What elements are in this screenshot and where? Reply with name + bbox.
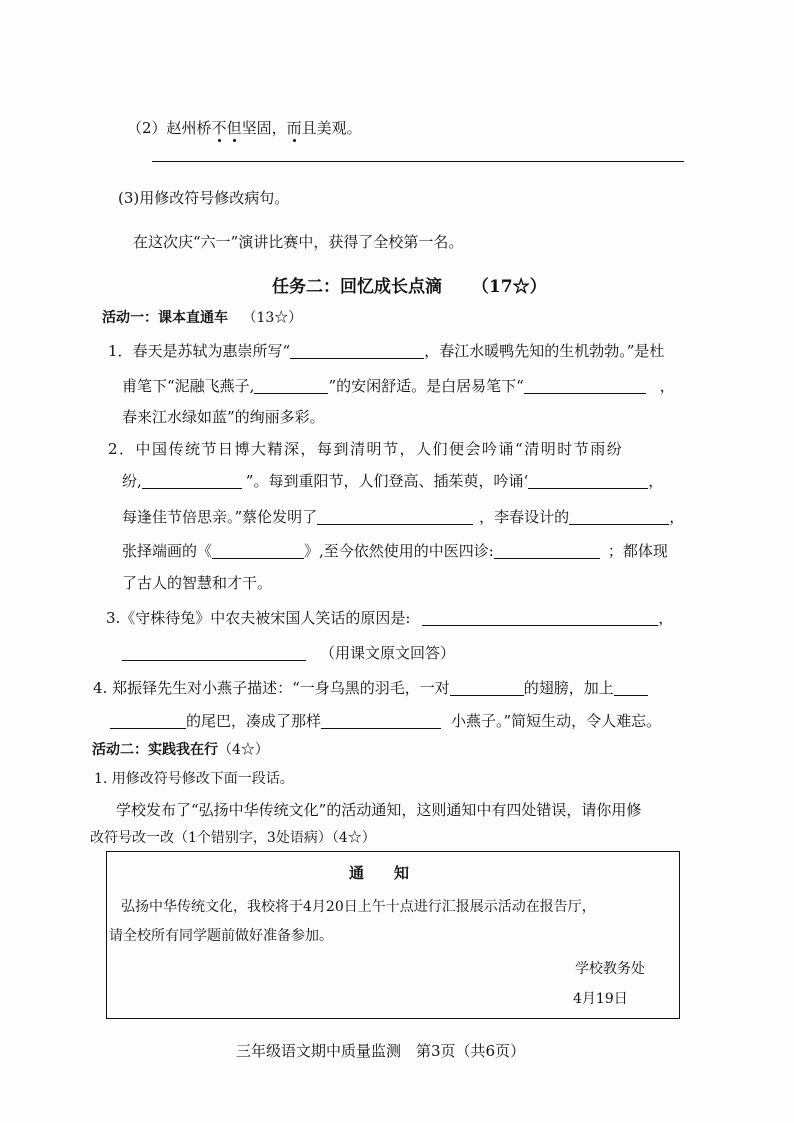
item2-line5: 了古人的智慧和才干。 bbox=[122, 574, 273, 592]
item1-text-c: 甫笔下“泥融飞燕子, bbox=[122, 377, 255, 395]
blank-sizhen[interactable] bbox=[494, 543, 600, 559]
notice-signature: 学校教务处 bbox=[575, 961, 645, 977]
activity2-desc1: 学校发布了“弘扬中华传统文化”的活动通知，这则通知中有四处错误，请你用修 bbox=[116, 801, 642, 819]
item3-line1 bbox=[106, 607, 673, 628]
item2-text-a: 纷, bbox=[122, 472, 142, 490]
blank-painting[interactable] bbox=[212, 543, 304, 559]
dotted-char-1: 不 bbox=[211, 119, 227, 137]
item4-line1 bbox=[93, 677, 648, 698]
item3-text-a: 3.《守株待兔》中农夫被宋国人笑话的原因是: bbox=[106, 609, 411, 627]
blank-wings[interactable] bbox=[450, 680, 524, 696]
activity1-title: 活动一：课本直通车 bbox=[102, 310, 228, 326]
q2-mid: 坚固， bbox=[241, 119, 287, 137]
dotted-char-2: 但 bbox=[226, 119, 242, 137]
blank-jueju[interactable] bbox=[254, 378, 328, 394]
blank-tail-pre[interactable] bbox=[614, 680, 648, 696]
task2-title bbox=[272, 272, 547, 297]
item3-hint: （用课文原文回答） bbox=[320, 644, 456, 662]
blank-jiujiu[interactable] bbox=[528, 473, 648, 489]
blank-cailun[interactable] bbox=[317, 509, 473, 525]
question-3-sentence: 在这次庆“六一”演讲比赛中，获得了全校第一名。 bbox=[133, 233, 464, 251]
activity2-title: 活动二：实践我在行 bbox=[92, 742, 218, 758]
item2-text-h: 》,至今依然使用的中医四诊: bbox=[304, 542, 494, 560]
blank-jiangnan[interactable] bbox=[524, 378, 646, 394]
item2-text-b: ”。每到重阳节，人们登高、插茱萸，吟诵‘ bbox=[245, 472, 529, 490]
item4-text-c: 的尾巴，凑成了那样 bbox=[186, 712, 322, 730]
blank-reason-cont[interactable] bbox=[122, 645, 306, 661]
activity1-heading bbox=[102, 307, 302, 327]
item1-line3: 春来江水绿如蓝”的绚丽多彩。 bbox=[122, 408, 325, 426]
item2-text-g: 张择端画的《 bbox=[122, 542, 213, 560]
notice-title: 通 知 bbox=[349, 864, 410, 882]
item1-text-b: ，春江水暖鸭先知的生机勃勃。”是杜 bbox=[424, 342, 665, 360]
item1-line1 bbox=[108, 340, 664, 361]
item1-text-a: 1．春天是苏轼为惠崇所写“ bbox=[108, 342, 291, 360]
activity2-score: （4☆） bbox=[218, 742, 269, 758]
notice-box bbox=[106, 851, 680, 1019]
activity1-score: （13☆） bbox=[242, 310, 303, 326]
blank-lichun[interactable] bbox=[569, 509, 669, 525]
blank-qingming[interactable] bbox=[142, 473, 242, 489]
item4-text-d: 小燕子。”简短生动，令人难忘。 bbox=[451, 712, 662, 730]
item2-text-c: ， bbox=[648, 472, 664, 490]
item2-text-i: ；都体现 bbox=[607, 542, 668, 560]
item2-line2 bbox=[122, 470, 663, 491]
item1-text-d: ”的安闲舒适。是白居易笔下“ bbox=[328, 377, 524, 395]
item4-line2 bbox=[110, 710, 661, 731]
item3-text-b: ， bbox=[658, 609, 674, 627]
q2-prefix: （2）赵州桥 bbox=[127, 119, 212, 137]
item3-line2 bbox=[122, 642, 455, 663]
activity2-heading bbox=[92, 739, 269, 759]
item2-text-f: ， bbox=[669, 508, 685, 526]
task2-score: （17☆） bbox=[471, 277, 547, 297]
item2-text-e: ，李春设计的 bbox=[479, 508, 570, 526]
dotted-char-3: 而 bbox=[286, 119, 302, 137]
page-footer: 三年级语文期中质量监测 第3页（共6页） bbox=[236, 1042, 526, 1060]
item1-text-e: ， bbox=[659, 377, 675, 395]
notice-body-2: 请全校所有同学题前做好准备参加。 bbox=[109, 928, 333, 944]
question-3-label: (3)用修改符号修改病句。 bbox=[118, 189, 290, 207]
blank-huichong[interactable] bbox=[290, 343, 424, 359]
item2-line3 bbox=[122, 506, 684, 527]
item4-text-a: 4. 郑振铎先生对小燕子描述：“一身乌黑的羽毛，一对 bbox=[93, 679, 450, 697]
item4-text-b: 的翅膀，加上 bbox=[523, 679, 614, 697]
blank-tail[interactable] bbox=[110, 713, 186, 729]
answer-line-q2[interactable] bbox=[152, 161, 684, 162]
notice-body-1: 弘扬中华传统文化，我校将于4月20日上午十点进行汇报展示活动在报告厅， bbox=[121, 899, 596, 915]
notice-date: 4月19日 bbox=[573, 991, 628, 1007]
q2-suffix: 且美观。 bbox=[301, 119, 362, 137]
blank-lively[interactable] bbox=[321, 713, 441, 729]
item2-text-d: 每逢佳节倍思亲。”蔡伦发明了 bbox=[122, 508, 318, 526]
item2-line4 bbox=[122, 540, 668, 561]
activity2-desc2: 改符号改一改（1个错别字，3处语病）（4☆） bbox=[90, 830, 376, 846]
blank-reason[interactable] bbox=[422, 610, 658, 626]
question-2 bbox=[127, 117, 362, 138]
item1-line2 bbox=[122, 375, 675, 396]
item2-line1: 2．中国传统节日博大精深，每到清明节，人们便会吟诵“清明时节雨纷 bbox=[108, 440, 624, 458]
task2-title-text: 任务二：回忆成长点滴 bbox=[272, 277, 442, 297]
activity2-item1: 1. 用修改符号修改下面一段话。 bbox=[94, 771, 294, 787]
